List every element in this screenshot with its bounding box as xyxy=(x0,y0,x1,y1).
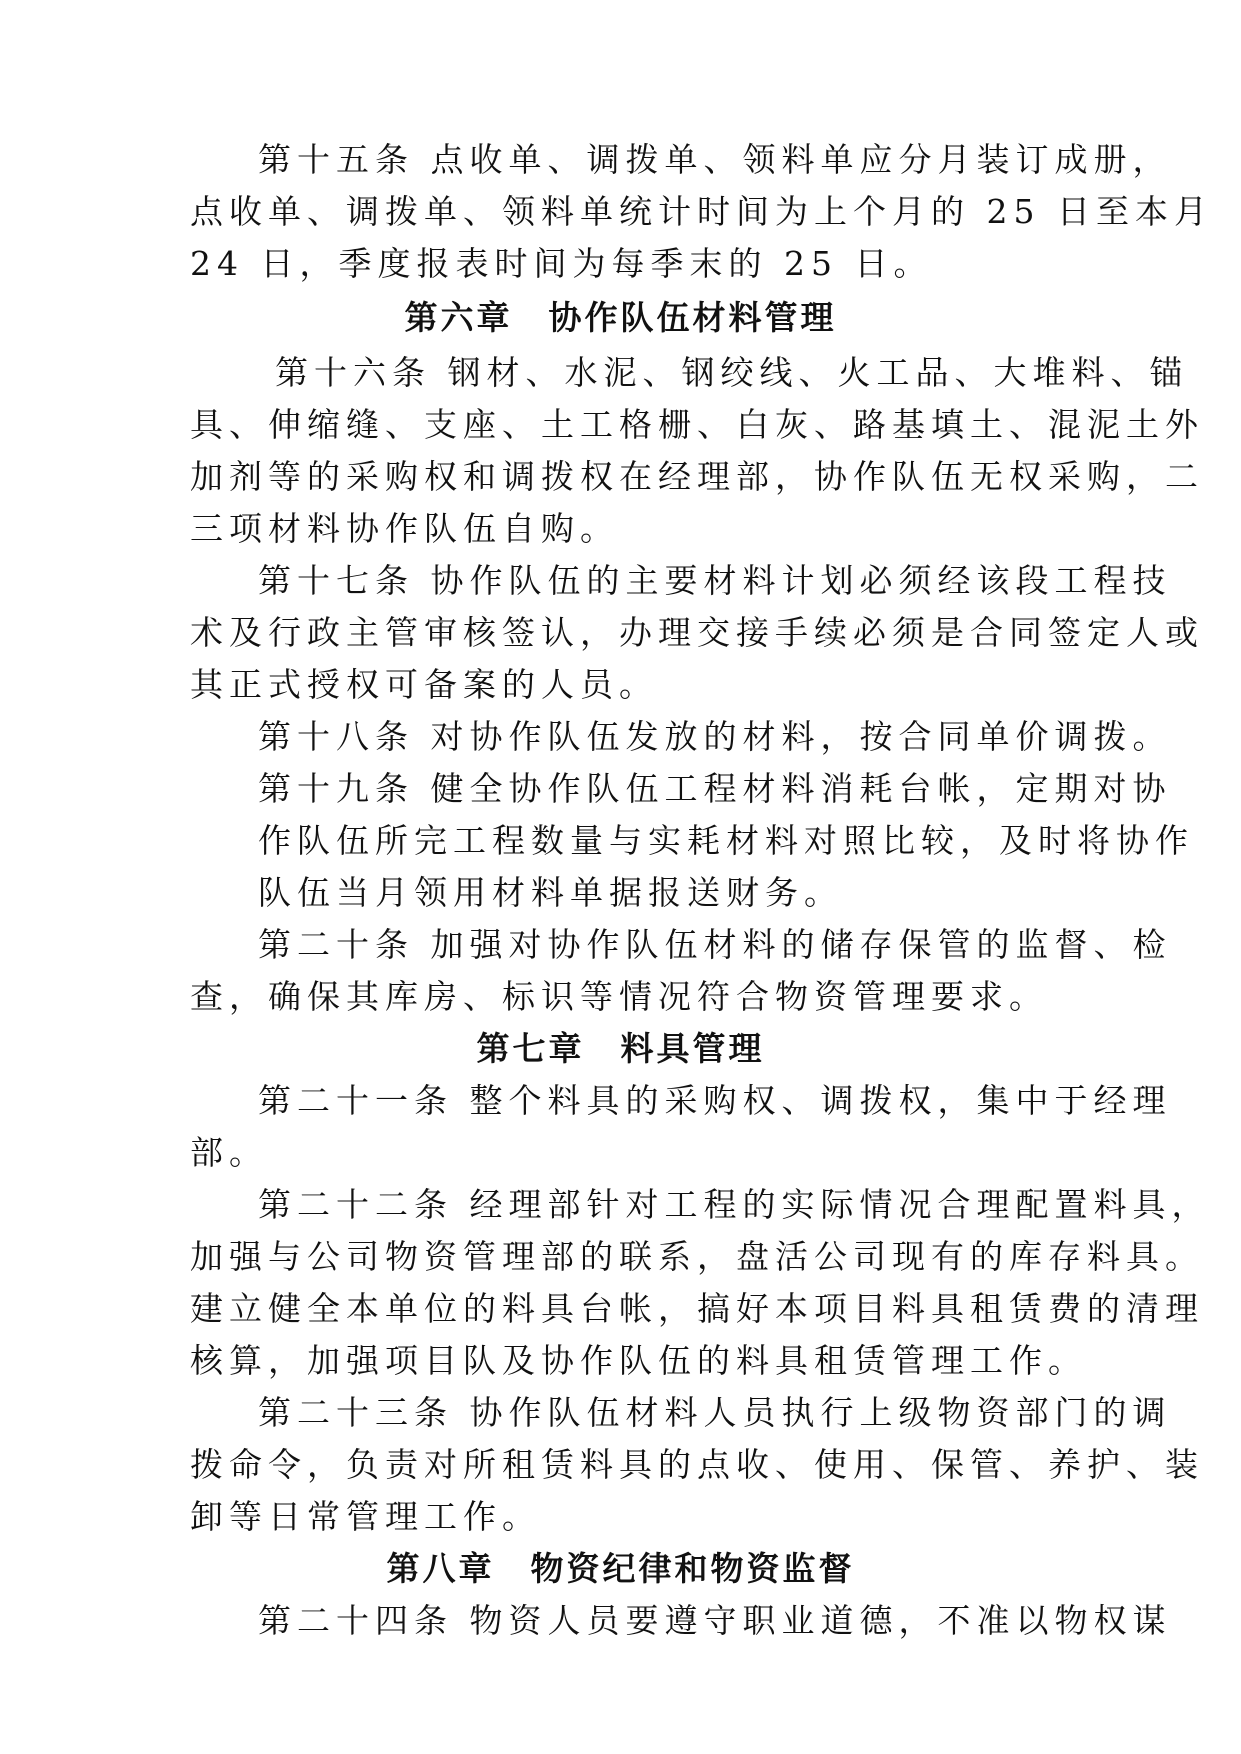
article-22-line-1: 第二十二条 经理部针对工程的实际情况合理配置料具， xyxy=(258,1185,1211,1224)
article-15-line-2: 点收单、调拨单、领料单统计时间为上个月的 25 日至本月 xyxy=(190,192,1213,231)
chapter-8-heading: 第八章 物资纪律和物资监督 xyxy=(386,1549,855,1588)
article-16-line-4: 三项材料协作队伍自购。 xyxy=(190,509,619,548)
article-21-line-2: 部。 xyxy=(190,1133,268,1172)
article-19-line-1: 第十九条 健全协作队伍工程材料消耗台帐，定期对协 xyxy=(258,769,1172,808)
article-17-line-1: 第十七条 协作队伍的主要材料计划必须经该段工程技 xyxy=(258,561,1172,600)
article-20-line-2: 查，确保其库房、标识等情况符合物资管理要求。 xyxy=(190,977,1048,1016)
article-16-line-1: 第十六条 钢材、水泥、钢绞线、火工品、大堆料、锚 xyxy=(275,353,1189,392)
article-19-line-3: 队伍当月领用材料单据报送财务。 xyxy=(258,873,843,912)
article-22-line-3: 建立健全本单位的料具台帐，搞好本项目料具租赁费的清理 xyxy=(190,1289,1204,1328)
article-19-line-2: 作队伍所完工程数量与实耗材料对照比较，及时将协作 xyxy=(258,821,1194,860)
article-23-line-1: 第二十三条 协作队伍材料人员执行上级物资部门的调 xyxy=(258,1393,1172,1432)
article-17-line-2: 术及行政主管审核签认，办理交接手续必须是合同签定人或 xyxy=(190,613,1204,652)
chapter-7-heading: 第七章 料具管理 xyxy=(476,1029,765,1068)
article-24-line-1: 第二十四条 物资人员要遵守职业道德，不准以物权谋 xyxy=(258,1601,1172,1640)
article-22-line-4: 核算，加强项目队及协作队伍的料具租赁管理工作。 xyxy=(190,1341,1087,1380)
article-18-line-1: 第十八条 对协作队伍发放的材料，按合同单价调拨。 xyxy=(258,717,1172,756)
article-16-line-3: 加剂等的采购权和调拨权在经理部，协作队伍无权采购，二 xyxy=(190,457,1204,496)
article-23-line-2: 拨命令，负责对所租赁料具的点收、使用、保管、养护、装 xyxy=(190,1445,1204,1484)
article-23-line-3: 卸等日常管理工作。 xyxy=(190,1497,541,1536)
article-17-line-3: 其正式授权可备案的人员。 xyxy=(190,665,658,704)
article-22-line-2: 加强与公司物资管理部的联系，盘活公司现有的库存料具。 xyxy=(190,1237,1204,1276)
chapter-6-heading: 第六章 协作队伍材料管理 xyxy=(404,298,837,337)
article-15-line-3: 24 日，季度报表时间为每季末的 25 日。 xyxy=(190,244,933,283)
article-16-line-2: 具、伸缩缝、支座、土工格栅、白灰、路基填土、混泥土外 xyxy=(190,405,1204,444)
article-15-line-1: 第十五条 点收单、调拨单、领料单应分月装订成册， xyxy=(258,140,1172,179)
article-20-line-1: 第二十条 加强对协作队伍材料的储存保管的监督、检 xyxy=(258,925,1172,964)
article-21-line-1: 第二十一条 整个料具的采购权、调拨权，集中于经理 xyxy=(258,1081,1172,1120)
